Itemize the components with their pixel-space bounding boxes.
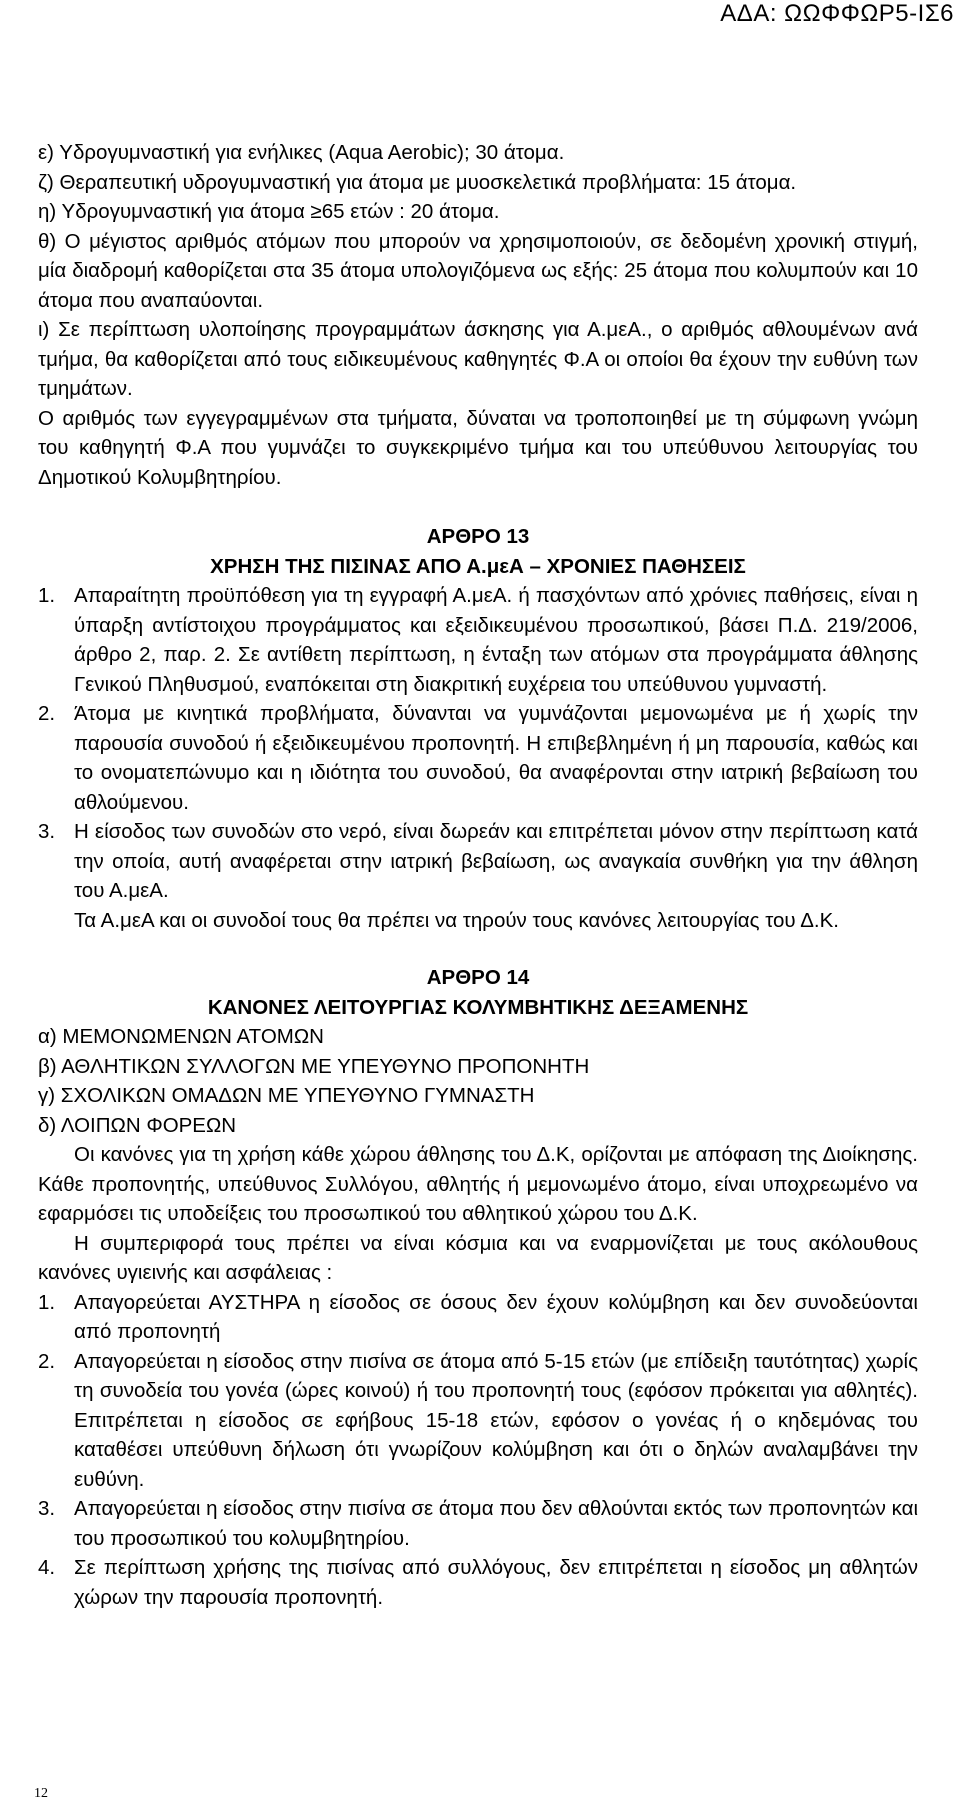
rule-number: 2. bbox=[38, 1349, 56, 1373]
article-13-item bbox=[38, 817, 918, 906]
category-item: α) ΜΕΜΟΝΩΜΕΝΩΝ ΑΤΟΜΩΝ bbox=[38, 1025, 324, 1048]
rule-number: 1. bbox=[38, 1290, 56, 1314]
category-item: δ) ΛΟΙΠΩΝ ΦΟΡΕΩΝ bbox=[38, 1113, 237, 1137]
rule-text: Σε περίπτωση χρήσης της πισίνας από συλλόγους, δεν επιτρέπεται η είσοδος μη αθλητών χώρων την παρουσία προπονητή. bbox=[74, 1556, 918, 1609]
rule-number: 3. bbox=[38, 1497, 56, 1520]
article-13-title: ΧΡΗΣΗ ΤΗΣ ΠΙΣΙΝΑΣ ΑΠΟ Α.μεΑ – ΧΡΟΝΙΕΣ ΠΑΘΗΣΕΙΣ bbox=[210, 554, 746, 578]
rule-text: Απαγορεύεται ΑΥΣΤΗΡΑ η είσοδος σε όσους δεν έχουν κολύμβηση και δεν συνοδεύονται από προπονητή bbox=[74, 1290, 918, 1343]
item-number: 3. bbox=[38, 820, 56, 843]
page-number: 12 bbox=[34, 1786, 48, 1801]
item-text: Άτομα με κινητικά προβλήματα, δύνανται να γυμνάζονται μεμονωμένα με ή χωρίς την παρουσία συνοδού ή εξειδικευμένου προπονητή. Η επιβεβλημένη ή μη παρουσία, καθώς και το ονοματεπώνυμο και η ιδιότητα του συνοδού, θα αναφέρονται στην ιατρική βεβαίωση του αθλούμενου. bbox=[74, 702, 918, 814]
rule-item bbox=[38, 1494, 918, 1553]
rule-number: 4. bbox=[38, 1556, 56, 1579]
rule-text: Απαγορεύεται η είσοδος στην πισίνα σε άτομα που δεν αθλούνται εκτός των προπονητών και του προσωπικού του κολυμβητηρίου. bbox=[74, 1497, 918, 1550]
item-number: 2. bbox=[38, 702, 56, 725]
rule-text: Απαγορεύεται η είσοδος στην πισίνα σε άτομα από 5-15 ετών (με επίδειξη ταυτότητας) χωρίς τη συνοδεία του γονέα (ώρες κοινού) ή του προπονητή τους (εφόσον πρόκειται για αθλητές). Επιτρέπεται η είσοδος σε εφήβους 15-18 ετών, εφόσον ο γονέας ή ο κηδεμόνας του καταθέσει υπεύθυνη δήλωση ότι γνωρίζουν κολύμβηση και ότι ο δηλών αναλαμβάνει την ευθύνη. bbox=[74, 1349, 918, 1491]
spacer bbox=[38, 935, 918, 963]
article-13-closing: Τα Α.μεΑ και οι συνοδοί τους θα πρέπει να τηρούν τους κανόνες λειτουργίας του Δ.Κ. bbox=[74, 908, 839, 932]
rule-item bbox=[38, 1347, 918, 1495]
participants-note: Ο αριθμός των εγγεγραμμένων στα τμήματα, δύναται να τροποποιηθεί με τη σύμφωνη γνώμη του καθηγητή Φ.Α που γυμνάζει το συγκεκριμένο τμήμα και του υπεύθυνου λειτουργίας του Δημοτικού Κολυμβητηρίου. bbox=[38, 406, 918, 489]
category-item: γ) ΣΧΟΛΙΚΩΝ ΟΜΑΔΩΝ ΜΕ ΥΠΕΥΘΥΝΟ ΓΥΜΝΑΣΤΗ bbox=[38, 1084, 535, 1107]
article-14-title: ΚΑΝΟΝΕΣ ΛΕΙΤΟΥΡΓΙΑΣ ΚΟΛΥΜΒΗΤΙΚΗΣ ΔΕΞΑΜΕΝΗΣ bbox=[207, 995, 749, 1019]
rule-item bbox=[38, 1553, 918, 1612]
item-e: ε) Υδρογυμναστική για ενήλικες (Aqua Aerobic); 30 άτομα. bbox=[38, 141, 565, 164]
item-number: 1. bbox=[38, 584, 56, 607]
conduct-paragraph: Η συμπεριφορά τους πρέπει να είναι κόσμια και να εναρμονίζεται με τους ακόλουθους κανόνες υγιεινής και ασφάλειας : bbox=[38, 1231, 918, 1284]
ada-code: ΑΔΑ: ΩΩΦΦΩΡ5-ΙΣ6 bbox=[720, 0, 954, 27]
rule-item bbox=[38, 1288, 918, 1347]
item-z: ζ) Θεραπευτική υδρογυμναστική για άτομα με μυοσκελετικά προβλήματα: 15 άτομα. bbox=[38, 170, 797, 194]
spacer bbox=[38, 492, 918, 522]
category-item: β) ΑΘΛΗΤΙΚΩΝ ΣΥΛΛΟΓΩΝ ΜΕ ΥΠΕΥΘΥΝΟ ΠΡΟΠΟΝΗΤΗ bbox=[38, 1054, 590, 1078]
article-14-heading: ΑΡΘΡΟ 14 bbox=[426, 966, 530, 989]
item-i: ι) Σε περίπτωση υλοποίησης προγραμμάτων άσκησης για Α.μεΑ., ο αριθμός αθλουμένων ανά τμήμα, θα καθορίζεται από τους ειδικευμένους καθηγητές Φ.Α οι οποίοι θα έχουν την ευθύνη των τμημάτων. bbox=[38, 318, 918, 400]
document-body bbox=[38, 138, 918, 1612]
item-h: η) Υδρογυμναστική για άτομα ≥65 ετών : 20 άτομα. bbox=[38, 200, 500, 223]
item-th: θ) Ο μέγιστος αριθμός ατόμων που μπορούν να χρησιμοποιούν, σε δεδομένη χρονική στιγμή, μία διαδρομή καθορίζεται στα 35 άτομα υπολογιζόμενα ως εξής: 25 άτομα που κολυμπούν και 10 άτομα που αναπαύονται. bbox=[38, 229, 918, 312]
article-13-item bbox=[38, 581, 918, 699]
article-13-heading: ΑΡΘΡΟ 13 bbox=[426, 525, 530, 548]
item-text: Απαραίτητη προϋπόθεση για τη εγγραφή Α.μεΑ. ή πασχόντων από χρόνιες παθήσεις, είναι η ύπαρξη αντίστοιχου προγράμματος και εξειδικευμένου προσωπικού, βάσει Π.Δ. 219/2006, άρθρο 2, παρ. 2. Σε αντίθετη περίπτωση, η ένταξη των ατόμων στα προγράμματα άθλησης Γενικού Πληθυσμού, εναπόκειται στη διακριτική ευχέρεια του υπεύθυνου γυμναστή. bbox=[74, 584, 918, 696]
rules-intro-paragraph: Οι κανόνες για τη χρήση κάθε χώρου άθλησης του Δ.Κ, ορίζονται με απόφαση της Διοίκησης. Κάθε προπονητής, υπεύθυνος Συλλόγου, αθλητής ή μεμονωμένο άτομο, είναι υποχρεωμένο να εφαρμόσει τις υποδείξεις του προσωπικού του αθλητικού χώρου του Δ.Κ. bbox=[38, 1143, 918, 1225]
article-13-item bbox=[38, 699, 918, 817]
item-text: Η είσοδος των συνοδών στο νερό, είναι δωρεάν και επιτρέπεται μόνον στην περίπτωση κατά την οποία, αυτή αναφέρεται στην ιατρική βεβαίωση, ως αναγκαία συνθήκη για την άθληση του Α.μεΑ. bbox=[74, 820, 918, 902]
